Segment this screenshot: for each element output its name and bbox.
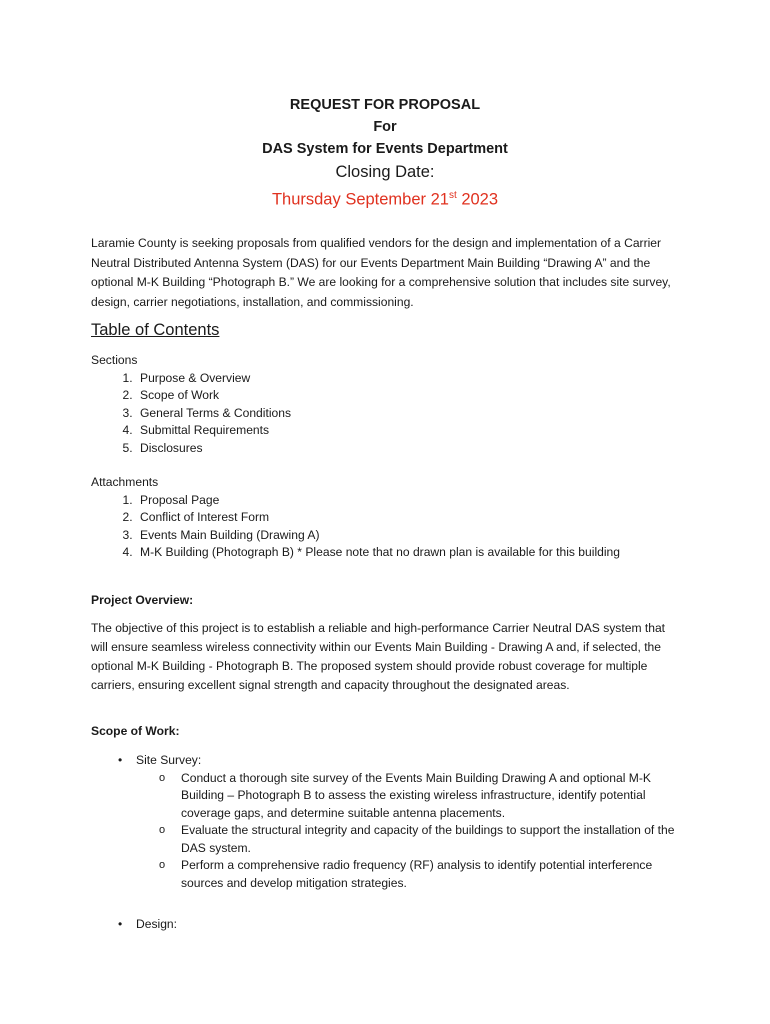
attachment-item: 1. Proposal Page xyxy=(136,492,681,510)
bullet-icon: • xyxy=(118,917,123,931)
project-overview-heading: Project Overview: xyxy=(91,593,194,607)
sub-item-text: Evaluate the structural integrity and capacity of the buildings to support the installation of the DAS system. xyxy=(181,823,675,855)
circle-bullet-icon: o xyxy=(159,859,166,871)
closing-date xyxy=(0,184,770,212)
sub-item-text: Perform a comprehensive radio frequency (RF) analysis to identify potential interference sources and develop mitigation strategies. xyxy=(181,858,653,890)
section-item: 4. Submittal Requirements xyxy=(136,422,681,440)
section-item: 1. Purpose & Overview xyxy=(136,370,681,388)
closing-date-label: Closing Date: xyxy=(335,163,435,181)
scope-item-label: Site Survey: xyxy=(136,753,202,767)
circle-bullet-icon: o xyxy=(159,771,166,784)
sections-label: Sections xyxy=(91,353,138,367)
sections-list xyxy=(91,370,681,458)
scope-of-work-list xyxy=(91,752,681,958)
scope-of-work-heading: Scope of Work: xyxy=(91,724,180,738)
sub-item xyxy=(159,822,681,857)
closing-date-ordinal: st xyxy=(448,190,457,201)
sub-item xyxy=(159,770,681,823)
attachment-item: 3. Events Main Building (Drawing A) xyxy=(136,527,681,545)
scope-item-design xyxy=(119,916,681,934)
toc-attachments xyxy=(91,474,681,562)
section-item: 2. Scope of Work xyxy=(136,387,681,405)
title-block xyxy=(0,94,770,212)
site-survey-subitems xyxy=(136,770,681,893)
rfp-heading-for: For xyxy=(373,119,397,135)
scope-bullets xyxy=(91,752,681,934)
scope-item-label: Design: xyxy=(136,917,178,931)
bullet-icon: • xyxy=(118,753,123,767)
closing-date-day: Thursday September 21 xyxy=(271,190,449,209)
section-item: 5. Disclosures xyxy=(136,440,681,458)
attachment-item: 2. Conflict of Interest Form xyxy=(136,509,681,527)
project-overview-body: The objective of this project is to establish a reliable and high-performance Carrier Neutral DAS system that will ensure seamless wireless connectivity within our Events Main Building - Drawing A and, if selected, the optional M-K Building - Photograph B. The proposed system should provide robust coverage for multiple carriers, ensuring excellent signal strength and capacity throughout the designated areas. xyxy=(91,621,666,692)
attachments-list xyxy=(91,492,681,562)
attachment-item: 4. M-K Building (Photograph B) * Please note that no drawn plan is available for this building xyxy=(136,544,681,562)
sub-item xyxy=(159,857,681,892)
rfp-heading: REQUEST FOR PROPOSAL xyxy=(289,97,481,113)
section-item: 3. General Terms & Conditions xyxy=(136,405,681,423)
closing-date-year: 2023 xyxy=(456,190,499,209)
attachments-label: Attachments xyxy=(91,475,159,489)
circle-bullet-icon: o xyxy=(159,824,166,836)
sub-item-text: Conduct a thorough site survey of the Events Main Building Drawing A and optional M-K Building – Photograph B to assess the existing wireless infrastructure, identify potential coverage gaps, and determine suitable antenna placements. xyxy=(181,770,651,820)
toc-heading: Table of Contents xyxy=(91,321,220,339)
scope-item-site-survey xyxy=(119,752,681,892)
intro-paragraph: Laramie County is seeking proposals from qualified vendors for the design and implementation of a Carrier Neutral Distributed Antenna System (DAS) for our Events Department Main Building “Drawing A” and the optional M-K Building “Photograph B.” We are looking for a comprehensive solution that includes site survey, design, carrier negotiations, installation, and commissioning. xyxy=(91,236,671,309)
rfp-subject: DAS System for Events Department xyxy=(262,141,508,157)
toc-sections xyxy=(91,352,681,457)
